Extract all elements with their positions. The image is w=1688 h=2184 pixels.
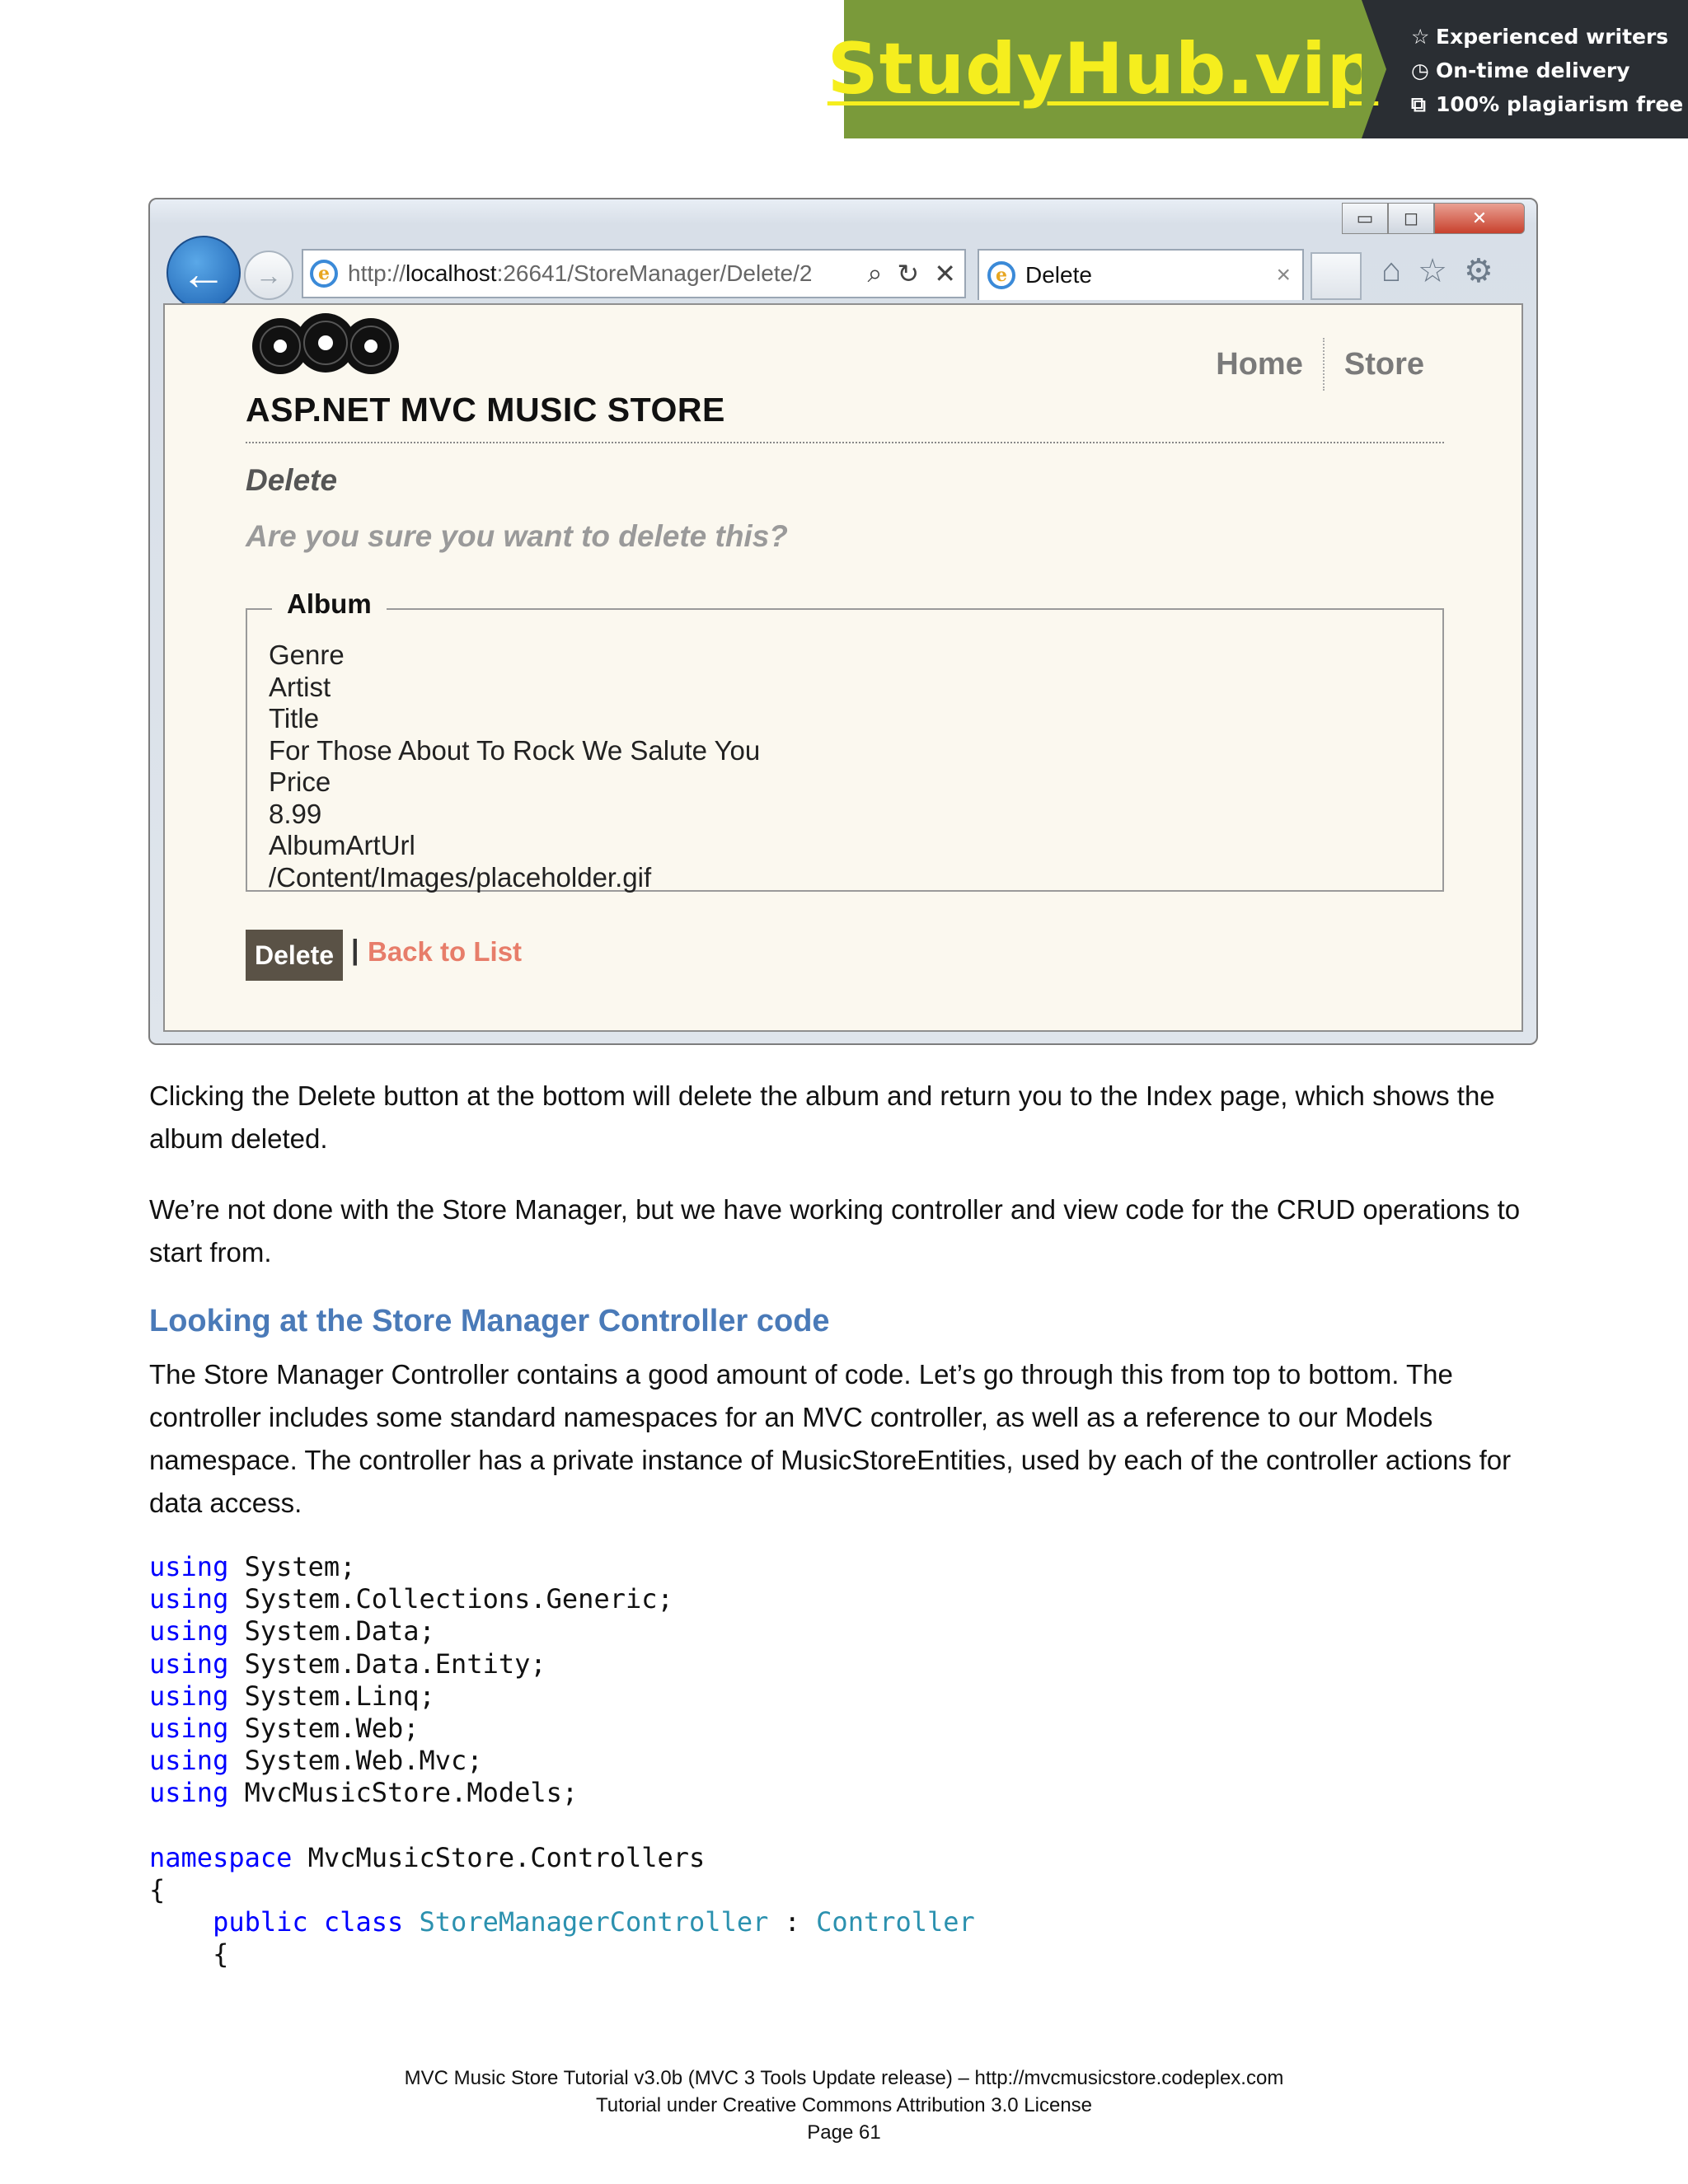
address-path: :26641/StoreManager/Delete/2	[496, 260, 813, 286]
album-fieldset	[246, 588, 1444, 893]
search-icon[interactable]: ⌕	[867, 258, 883, 288]
feature-list	[1362, 0, 1688, 138]
store-title: ASP.NET MVC MUSIC STORE	[246, 391, 725, 429]
window-controls	[1342, 203, 1525, 234]
feature-item: ◷ On-time delivery	[1411, 54, 1688, 87]
back-button[interactable]: ←	[166, 236, 241, 310]
paragraph-store-manager: We’re not done with the Store Manager, but we have working controller and view code for the CRUD operations to start from.	[149, 1194, 1521, 1268]
address-scheme: http://	[348, 260, 406, 286]
code-block: using System; using System.Collections.Generic; using System.Data; using System.Data.Entity; using System.Linq; using System.Web; using System.Web.Mvc; using MvcMusicStore.Models; namespace MvcMusicStore.Controllers { public class StoreManagerController : Controller {	[149, 1551, 975, 1971]
address-tools	[867, 258, 956, 289]
web-page	[163, 303, 1523, 1032]
header-divider	[246, 442, 1444, 443]
delete-button[interactable]: Delete	[246, 930, 343, 981]
close-tab-icon[interactable]: ×	[1276, 261, 1291, 288]
tab-title: Delete	[1025, 262, 1092, 288]
brand-logo-text: StudyHub.vip	[827, 28, 1379, 110]
field-label-genre: Genre	[269, 640, 345, 670]
nav-divider	[1323, 338, 1325, 391]
new-tab-button[interactable]	[1311, 252, 1362, 300]
tab-delete[interactable]	[978, 249, 1304, 300]
feature-item: ☆ Experienced writers	[1411, 20, 1688, 54]
paragraph-controller-intro: The Store Manager Controller contains a good amount of code. Let’s go through this from top to bottom. The controller includes some standard namespaces for an MVC controller, as well as a reference to our Models namespace. The controller has a private instance of MusicStoreEntities, used by each of the controller actions for data access.	[149, 1359, 1512, 1518]
stop-icon[interactable]: ✕	[934, 259, 956, 288]
site-nav	[1216, 338, 1424, 391]
paragraph-delete-result: Clicking the Delete button at the bottom will delete the album and return you to the Index page, which shows the album deleted.	[149, 1080, 1495, 1154]
toolbar-icons	[1381, 252, 1493, 290]
home-icon[interactable]: ⌂	[1381, 252, 1402, 288]
album-fields	[269, 640, 760, 893]
studyhub-banner[interactable]	[827, 0, 1688, 138]
ie-icon: e	[987, 261, 1015, 289]
brand-panel	[827, 0, 1379, 138]
link-separator: |	[351, 935, 359, 966]
refresh-icon[interactable]: ↻	[897, 259, 920, 288]
page-number: Page 61	[807, 2121, 881, 2144]
footer-line-tutorial: MVC Music Store Tutorial v3.0b (MVC 3 Tools Update release) – http://mvcmusicstore.codeplex.com	[404, 2067, 1284, 2089]
favorites-star-icon[interactable]: ☆	[1418, 253, 1448, 289]
footer-line-license: Tutorial under Creative Commons Attribution 3.0 License	[595, 2094, 1093, 2116]
field-value-price: 8.99	[269, 798, 322, 829]
nav-home-link[interactable]: Home	[1216, 346, 1303, 382]
copy-icon: ⧉	[1411, 92, 1426, 116]
forward-button[interactable]: →	[244, 251, 293, 300]
nav-store-link[interactable]: Store	[1343, 346, 1424, 382]
field-value-albumarturl: /Content/Images/placeholder.gif	[269, 861, 652, 893]
field-label-title: Title	[269, 703, 320, 733]
browser-window	[148, 198, 1538, 1045]
star-icon: ☆	[1411, 25, 1430, 49]
field-value-title: For Those About To Rock We Salute You	[269, 734, 761, 766]
field-label-artist: Artist	[269, 671, 331, 702]
page-footer	[0, 2064, 1688, 2146]
address-bar[interactable]	[302, 249, 966, 298]
section-heading: Looking at the Store Manager Controller code	[149, 1304, 830, 1338]
clock-icon: ◷	[1411, 59, 1429, 82]
confirm-question: Are you sure you want to delete this?	[246, 519, 788, 553]
close-window-button[interactable]: ✕	[1434, 203, 1525, 234]
vinyl-records-logo-icon	[247, 307, 404, 382]
field-label-price: Price	[269, 766, 331, 797]
album-legend: Album	[272, 588, 387, 620]
maximize-button[interactable]: ◻	[1388, 203, 1434, 234]
gear-icon[interactable]: ⚙	[1464, 253, 1493, 289]
page-heading: Delete	[246, 463, 338, 497]
back-to-list-link[interactable]: Back to List	[368, 936, 523, 967]
address-host: localhost	[406, 260, 497, 286]
minimize-button[interactable]: ▭	[1342, 203, 1388, 234]
field-label-albumarturl: AlbumArtUrl	[269, 830, 415, 860]
ie-icon: e	[310, 260, 338, 288]
feature-item: ⧉ 100% plagiarism free	[1411, 87, 1688, 121]
